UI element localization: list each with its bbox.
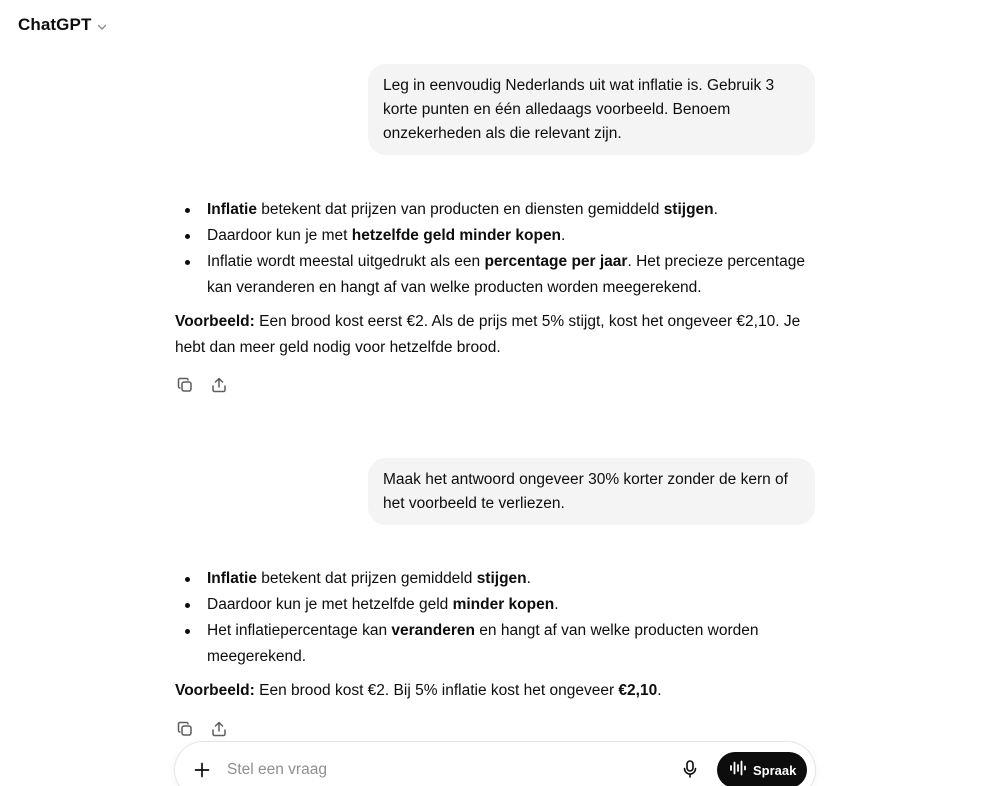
user-message <box>368 64 815 155</box>
bold-text: veranderen <box>391 622 475 639</box>
list-item <box>175 592 815 618</box>
user-message <box>368 458 815 525</box>
example-paragraph <box>175 309 815 361</box>
text: betekent dat prijzen van producten en diensten gemiddeld <box>256 201 664 218</box>
bullet-list <box>175 197 815 301</box>
message-actions <box>175 375 229 395</box>
text: . <box>554 596 559 613</box>
text: . <box>561 227 566 244</box>
share-icon[interactable] <box>209 375 229 395</box>
composer <box>175 742 815 786</box>
model-title: ChatGPT <box>18 15 92 34</box>
assistant-message <box>175 197 815 361</box>
copy-icon[interactable] <box>175 719 195 739</box>
text: Het inflatiepercentage kan <box>207 622 392 639</box>
text: . <box>657 682 662 699</box>
list-item <box>175 566 815 592</box>
assistant-message <box>175 566 815 704</box>
text: Inflatie wordt meestal uitgedrukt als een <box>207 253 485 270</box>
user-message-text: Maak het antwoord ongeveer 30% korter zonder de kern of het voorbeeld te verliezen. <box>383 471 788 512</box>
list-item <box>175 223 815 249</box>
plus-icon[interactable] <box>191 759 213 781</box>
example-text: Een brood kost €2. Bij 5% inflatie kost het ongeveer <box>254 682 619 699</box>
chevron-down-icon <box>96 20 108 32</box>
example-label: Voorbeeld: <box>175 682 255 699</box>
bold-text: hetzelfde geld minder kopen <box>351 227 562 244</box>
bold-text: minder kopen <box>452 596 555 613</box>
bold-text: stijgen <box>663 201 714 218</box>
text: . Het precieze percentage kan veranderen en hangt af van welke producten worden meegerekend. <box>207 253 805 296</box>
bold-text: stijgen <box>476 570 527 587</box>
text: Daardoor kun je met <box>207 227 352 244</box>
copy-icon[interactable] <box>175 375 195 395</box>
message-actions <box>175 719 229 739</box>
bold-text: €2,10 <box>618 682 658 699</box>
bullet-list <box>175 566 815 670</box>
text: en hangt af van welke producten worden meegerekend. <box>207 622 759 665</box>
model-selector[interactable] <box>18 15 108 35</box>
text: Daardoor kun je met hetzelfde geld <box>207 596 453 613</box>
share-icon[interactable] <box>209 719 229 739</box>
list-item <box>175 618 815 670</box>
user-message-text: Leg in eenvoudig Nederlands uit wat inflatie is. Gebruik 3 korte punten en één alledaags voorbeeld. Benoem onzekerheden als die relevant zijn. <box>383 77 775 142</box>
waveform-icon <box>729 759 747 782</box>
list-item <box>175 249 815 301</box>
text: betekent dat prijzen gemiddeld <box>256 570 477 587</box>
bold-text: Inflatie <box>207 570 257 587</box>
example-label: Voorbeeld: <box>175 313 255 330</box>
voice-mode-button[interactable] <box>717 752 807 786</box>
voice-mode-label: Spraak <box>753 762 797 778</box>
bold-text: percentage per jaar <box>484 253 628 270</box>
bold-text: Inflatie <box>207 201 257 218</box>
message-input[interactable] <box>227 761 657 779</box>
list-item <box>175 197 815 223</box>
example-text: Een brood kost eerst €2. Als de prijs met 5% stijgt, kost het ongeveer €2,10. Je hebt dan meer geld nodig voor hetzelfde brood. <box>175 313 801 356</box>
example-paragraph <box>175 678 815 704</box>
text: . <box>526 570 531 587</box>
microphone-icon[interactable] <box>679 758 701 780</box>
text: . <box>713 201 718 218</box>
